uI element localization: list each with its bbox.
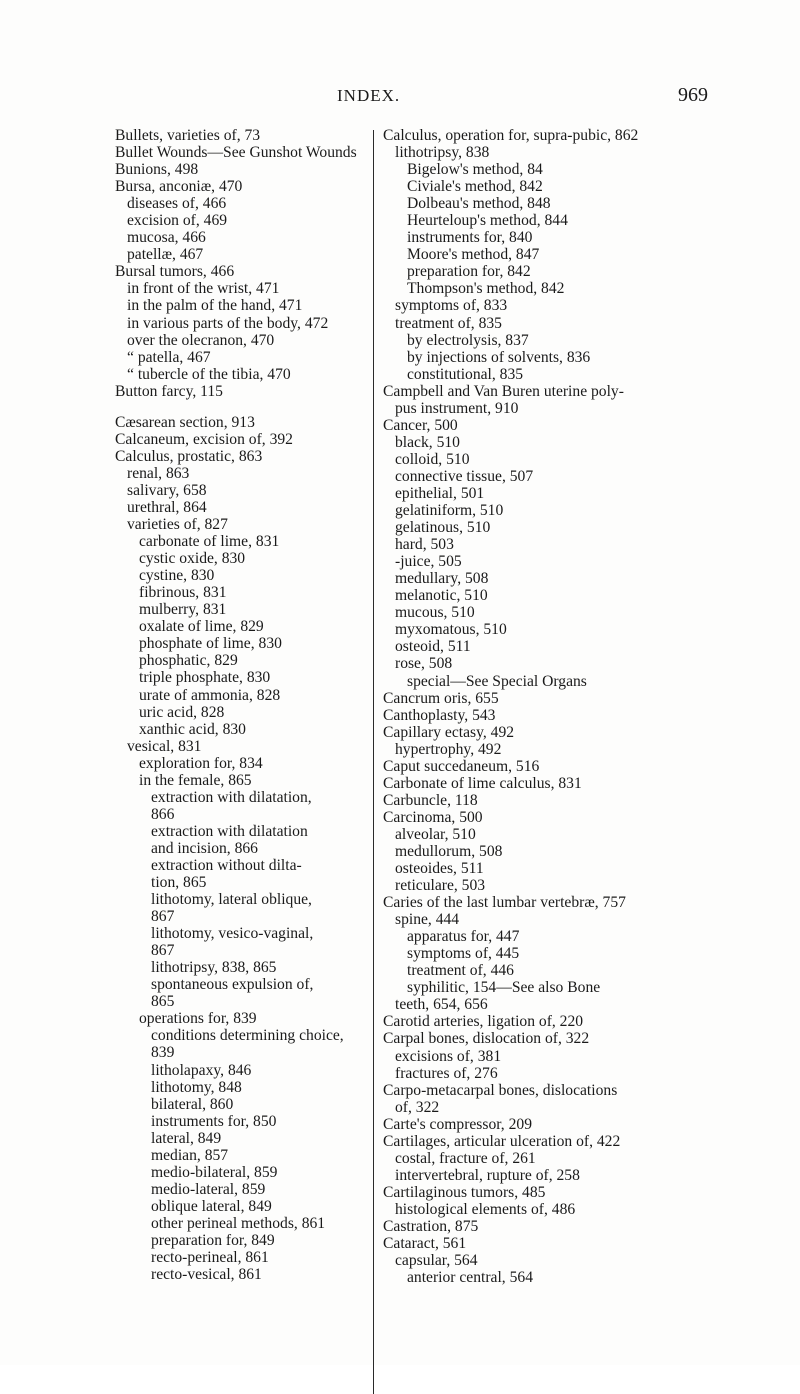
index-entry: Thompson's method, 842	[407, 280, 565, 298]
index-entry: cystine, 830	[139, 567, 215, 585]
index-entry: lateral, 849	[151, 1129, 222, 1147]
index-entry: Bursal tumors, 466	[115, 263, 235, 281]
index-entry: syphilitic, 154—See also Bone	[407, 979, 601, 997]
index-entry: Cartilaginous tumors, 485	[383, 1183, 546, 1201]
index-entry: carbonate of lime, 831	[139, 533, 280, 551]
index-entry: in the palm of the hand, 471	[127, 297, 303, 315]
index-entry: lithotripsy, 838, 865	[151, 959, 277, 977]
index-entry: in various parts of the body, 472	[127, 314, 329, 332]
index-entry: in the female, 865	[139, 771, 252, 789]
index-entry: conditions determining choice,	[151, 1027, 344, 1045]
index-entry: medullorum, 508	[395, 842, 503, 860]
index-entry: connective tissue, 507	[395, 467, 534, 485]
index-entry: extraction with dilatation	[151, 822, 308, 840]
index-entry: Calculus, prostatic, 863	[115, 447, 263, 465]
index-entry: instruments for, 850	[151, 1112, 277, 1130]
index-entry: intervertebral, rupture of, 258	[395, 1166, 580, 1184]
index-entry: rose, 508	[395, 655, 453, 673]
index-entry: Carbuncle, 118	[383, 791, 478, 809]
index-entry: recto-perineal, 861	[151, 1249, 269, 1267]
index-entry: symptoms of, 833	[395, 297, 508, 315]
index-entry: capsular, 564	[395, 1252, 478, 1270]
index-entry: Moore's method, 847	[407, 246, 540, 264]
index-entry: Canthoplasty, 543	[383, 706, 496, 724]
index-entry: mucosa, 466	[127, 229, 206, 247]
index-entry: exploration for, 834	[139, 754, 263, 772]
index-entry: Carbonate of lime calculus, 831	[383, 774, 582, 792]
index-entry: extraction without dilta-	[151, 856, 302, 874]
index-entry: “ patella, 467	[127, 348, 211, 366]
index-entry: -juice, 505	[395, 553, 462, 571]
index-entry: gelatiniform, 510	[395, 502, 504, 520]
index-entry: osteoides, 511	[395, 860, 484, 878]
index-entry: black, 510	[395, 433, 460, 451]
index-entry: by injections of solvents, 836	[407, 348, 591, 366]
index-entry: epithelial, 501	[395, 484, 485, 502]
index-entry: lithotomy, 848	[151, 1078, 242, 1096]
index-entry: instruments for, 840	[407, 229, 533, 247]
index-entry: Button farcy, 115	[115, 382, 223, 400]
index-entry: Bunions, 498	[115, 161, 199, 179]
index-entry: Heurteloup's method, 844	[407, 212, 568, 230]
index-entry: histological elements of, 486	[395, 1200, 576, 1218]
index-entry: Cæsarean section, 913	[115, 413, 255, 431]
index-entry: Bullets, varieties of, 73	[115, 127, 261, 144]
index-entry: special—See Special Organs	[407, 672, 587, 690]
index-column-left	[115, 127, 367, 1283]
index-entry: phosphate of lime, 830	[139, 635, 282, 653]
index-entry: salivary, 658	[127, 481, 207, 499]
index-entry: colloid, 510	[395, 450, 470, 468]
index-entry: mucous, 510	[395, 604, 475, 622]
index-entry: uric acid, 828	[139, 703, 225, 721]
index-entry: Cancer, 500	[383, 416, 458, 434]
index-entry: excision of, 469	[127, 212, 228, 230]
index-entry: renal, 863	[127, 464, 190, 482]
index-entry: Cartilages, articular ulceration of, 422	[383, 1132, 621, 1150]
index-entry: apparatus for, 447	[407, 928, 520, 946]
index-entry: fractures of, 276	[395, 1064, 498, 1082]
index-entry: by electrolysis, 837	[407, 331, 529, 349]
index-entry: melanotic, 510	[395, 587, 488, 605]
index-entry: Carpal bones, dislocation of, 322	[383, 1030, 590, 1048]
index-entry: in front of the wrist, 471	[127, 280, 280, 298]
index-entry: lithotripsy, 838	[395, 144, 490, 162]
index-entry: bilateral, 860	[151, 1095, 234, 1113]
index-entry: Castration, 875	[383, 1218, 479, 1235]
index-entry: extraction with dilatation,	[151, 788, 312, 806]
index-entry: osteoid, 511	[395, 638, 471, 656]
index-entry: alveolar, 510	[395, 825, 476, 843]
index-entry: Caries of the last lumbar vertebræ, 757	[383, 894, 626, 912]
index-entry: reticulare, 503	[395, 877, 486, 895]
index-entry: hard, 503	[395, 536, 454, 554]
index-entry: preparation for, 842	[407, 263, 531, 281]
index-entry: operations for, 839	[139, 1010, 257, 1028]
index-entry: over the olecranon, 470	[127, 331, 275, 349]
index-entry: “ tubercle of the tibia, 470	[127, 365, 291, 383]
index-entry: Caput succedaneum, 516	[383, 757, 540, 775]
index-entry: medio-lateral, 859	[151, 1180, 266, 1198]
index-entry: phosphatic, 829	[139, 652, 238, 670]
index-column-right	[383, 127, 711, 1286]
index-entry: Dolbeau's method, 848	[407, 195, 551, 213]
index-entry: Carcinoma, 500	[383, 808, 483, 826]
index-entry: urethral, 864	[127, 498, 207, 516]
index-entry: Bigelow's method, 84	[407, 161, 543, 179]
index-entry: tion, 865	[151, 874, 207, 892]
index-entry: mulberry, 831	[139, 601, 227, 619]
index-entry: urate of ammonia, 828	[139, 686, 281, 704]
index-entry: of, 322	[395, 1098, 440, 1116]
index-entry: teeth, 654, 656	[395, 996, 488, 1014]
index-entry: constitutional, 835	[407, 365, 524, 383]
index-entry: 839	[151, 1044, 175, 1062]
page-number: 969	[678, 84, 708, 106]
index-entry: spine, 444	[395, 911, 460, 929]
index-entry: varieties of, 827	[127, 516, 228, 534]
index-entry: Carpo-metacarpal bones, dislocations	[383, 1081, 618, 1099]
index-entry: diseases of, 466	[127, 195, 227, 213]
index-entry: Capillary ectasy, 492	[383, 723, 515, 741]
index-entry: recto-vesical, 861	[151, 1266, 262, 1284]
page-title: INDEX.	[337, 86, 401, 105]
index-entry: and incision, 866	[151, 839, 258, 857]
index-entry: other perineal methods, 861	[151, 1214, 326, 1232]
index-entry: xanthic acid, 830	[139, 720, 246, 738]
index-entry: Calcaneum, excision of, 392	[115, 430, 293, 448]
index-entry: Calculus, operation for, supra-pubic, 862	[383, 127, 639, 144]
index-entry: pus instrument, 910	[395, 399, 519, 417]
index-entry: Bursa, anconiæ, 470	[115, 178, 243, 196]
index-entry: litholapaxy, 846	[151, 1061, 252, 1079]
index-entry: 867	[151, 942, 175, 960]
index-entry: patellæ, 467	[127, 246, 204, 264]
index-entry: triple phosphate, 830	[139, 669, 271, 687]
index-entry: medullary, 508	[395, 570, 489, 588]
index-entry: oxalate of lime, 829	[139, 618, 264, 636]
index-entry: 866	[151, 805, 175, 823]
index-entry: Cataract, 561	[383, 1235, 467, 1253]
index-entry: treatment of, 446	[407, 962, 514, 980]
index-entry: Campbell and Van Buren uterine poly-	[383, 382, 624, 400]
index-entry: fibrinous, 831	[139, 584, 227, 602]
index-entry: lithotomy, vesico-vaginal,	[151, 925, 314, 943]
index-entry: hypertrophy, 492	[395, 740, 502, 758]
index-entry: median, 857	[151, 1146, 229, 1164]
index-entry: vesical, 831	[127, 737, 202, 755]
index-entry: oblique lateral, 849	[151, 1197, 272, 1215]
index-entry: lithotomy, lateral oblique,	[151, 891, 312, 909]
index-entry: 867	[151, 908, 175, 926]
running-header	[0, 86, 800, 110]
index-entry: anterior central, 564	[407, 1269, 533, 1287]
index-entry: excisions of, 381	[395, 1047, 502, 1065]
index-entry: medio-bilateral, 859	[151, 1163, 278, 1181]
column-divider	[373, 130, 374, 1394]
index-entry: costal, fracture of, 261	[395, 1149, 536, 1167]
index-entry: Carotid arteries, ligation of, 220	[383, 1013, 584, 1031]
index-entry: Cancrum oris, 655	[383, 689, 499, 707]
index-entry: Bullet Wounds—See Gunshot Wounds	[115, 144, 357, 162]
index-entry: treatment of, 835	[395, 314, 502, 332]
index-entry: Carte's compressor, 209	[383, 1115, 532, 1133]
index-entry: 865	[151, 993, 175, 1011]
index-entry: gelatinous, 510	[395, 519, 491, 537]
index-entry: symptoms of, 445	[407, 945, 520, 963]
index-entry: cystic oxide, 830	[139, 550, 246, 568]
index-entry: spontaneous expulsion of,	[151, 976, 314, 994]
index-entry: Civiale's method, 842	[407, 178, 543, 196]
index-entry: myxomatous, 510	[395, 621, 507, 639]
index-entry: preparation for, 849	[151, 1232, 275, 1249]
